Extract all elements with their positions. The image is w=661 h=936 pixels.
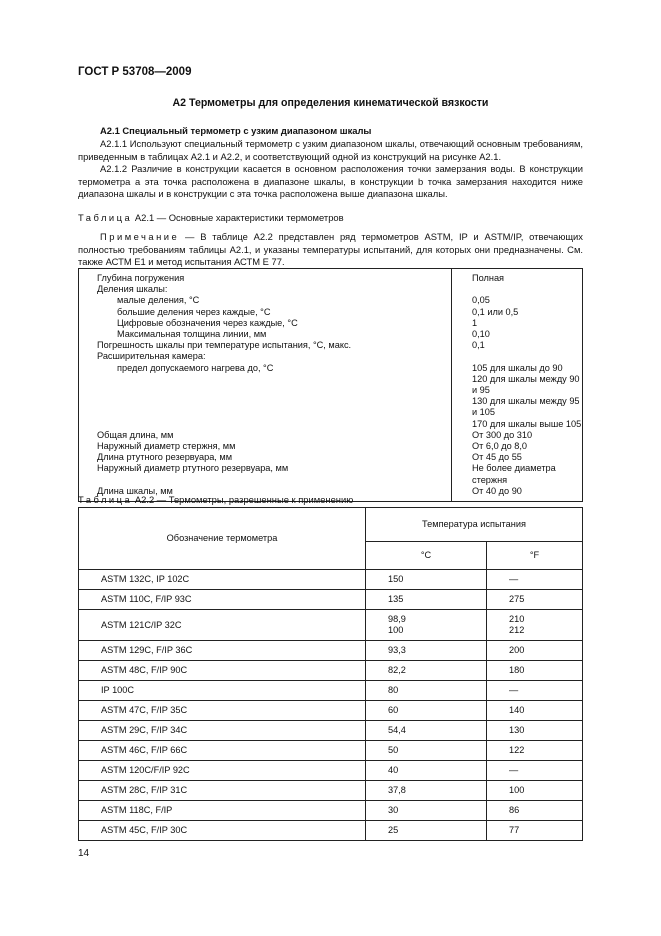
thermometer-name: ASTM 45C, F/IP 30C	[79, 821, 366, 841]
row-value: Не более диаметра стержня	[452, 463, 583, 485]
temp-c: 93,3	[366, 641, 487, 661]
thermometer-name: ASTM 29C, F/IP 34C	[79, 721, 366, 741]
temp-c: 30	[366, 801, 487, 821]
standard-header: ГОСТ Р 53708—2009	[78, 66, 192, 78]
temp-c: 50	[366, 741, 487, 761]
caption-text: А2.1 — Основные характеристики термометров	[132, 212, 344, 223]
table-a2-2	[78, 507, 583, 841]
row-value: 120 для шкалы между 90 и 95	[452, 374, 583, 396]
row-label: Расширительная камера:	[97, 351, 206, 362]
thermometer-name: ASTM 28C, F/IP 31C	[79, 781, 366, 801]
row-value: 170 для шкалы выше 105	[452, 419, 583, 430]
col-header-name: Обозначение термометра	[79, 508, 366, 570]
temp-f: 100	[487, 781, 583, 801]
row-value: Полная	[452, 269, 583, 285]
thermometer-name: ASTM 118C, F/IP	[79, 801, 366, 821]
row-value: От 45 до 55	[452, 452, 583, 463]
thermometer-name: ASTM 46C, F/IP 66C	[79, 741, 366, 761]
row-label: Длина ртутного резервуара, мм	[97, 452, 233, 463]
table-row	[79, 570, 583, 590]
row-value: 1	[452, 318, 583, 329]
annex-title: А2 Термометры для определения кинематической вязкости	[172, 97, 489, 109]
row-label: Длина шкалы, мм	[97, 485, 173, 496]
temp-f: 210 212	[487, 610, 583, 641]
row-value	[452, 351, 583, 362]
table-row	[79, 801, 583, 821]
caption-word: Таблица	[78, 494, 133, 505]
row-value: 130 для шкалы между 95 и 105	[452, 396, 583, 418]
thermometer-name: ASTM 120C/F/IP 92C	[79, 761, 366, 781]
row-value: От 6,0 до 8,0	[452, 441, 583, 452]
table-row	[79, 363, 583, 374]
temp-f: —	[487, 570, 583, 590]
temp-c: 25	[366, 821, 487, 841]
row-label: Глубина погружения	[97, 273, 185, 283]
temp-c: 37,8	[366, 781, 487, 801]
table-row	[79, 463, 583, 485]
temp-c: 40	[366, 761, 487, 781]
note-word: Примечание	[100, 231, 180, 242]
row-label	[79, 374, 452, 396]
paragraph-a212: А2.1.2 Различие в конструкции касается в основном расположения точки замерзания воды. В конструкции термометра a эта точка расположена в диапазоне шкалы, в конструкции b точка замерзания находится ниже диапазона шкалы и в конструкции c эта точка расположена выше диапазона шкалы.	[78, 163, 583, 200]
table-row	[79, 781, 583, 801]
row-value	[452, 284, 583, 295]
row-label: Деления шкалы:	[97, 284, 168, 295]
table-row	[79, 295, 583, 306]
table-row	[79, 307, 583, 318]
temp-c: 60	[366, 701, 487, 721]
row-label: Максимальная толщина линии, мм	[117, 329, 267, 340]
temp-f: 275	[487, 590, 583, 610]
table-row	[79, 419, 583, 430]
col-header-c: °С	[366, 542, 487, 570]
row-label: предел допускаемого нагрева до, °С	[117, 362, 274, 373]
table-row	[79, 741, 583, 761]
table-row	[79, 701, 583, 721]
row-label: Погрешность шкалы при температуре испытания, °С, макс.	[97, 340, 352, 351]
table2-caption	[78, 494, 583, 507]
paragraph-a211: А2.1.1 Используют специальный термометр с узким диапазоном шкалы, отвечающий основным требованиям, приведенным в таблицах А2.1 и А2.2, и соответствующий одной из конструкций на рисунке А2.1.	[78, 138, 583, 162]
thermometer-name: ASTM 132C, IP 102C	[79, 570, 366, 590]
temp-f: 140	[487, 701, 583, 721]
table-row	[79, 284, 583, 295]
table-row	[79, 329, 583, 340]
table-row	[79, 396, 583, 418]
temp-f: 77	[487, 821, 583, 841]
row-label: Наружный диаметр ртутного резервуара, мм	[97, 463, 289, 474]
temp-c: 98,9 100	[366, 610, 487, 641]
thermometer-name: ASTM 110C, F/IP 93C	[79, 590, 366, 610]
table-row	[79, 374, 583, 396]
table-row	[79, 269, 583, 285]
table-a2-1	[78, 268, 583, 502]
table-row	[79, 761, 583, 781]
table-row	[79, 340, 583, 351]
table-row	[79, 661, 583, 681]
table-row	[79, 821, 583, 841]
thermometer-name: ASTM 129C, F/IP 36C	[79, 641, 366, 661]
section-heading: А2.1 Специальный термометр с узким диапазоном шкалы	[100, 125, 372, 136]
row-label: большие деления через каждые, °С	[117, 306, 271, 317]
row-label	[79, 396, 452, 418]
row-label	[79, 419, 452, 430]
thermometer-name: ASTM 47C, F/IP 35C	[79, 701, 366, 721]
caption-text: А2.2 — Термометры, разрешенные к применению	[132, 494, 354, 505]
row-label: Наружный диаметр стержня, мм	[97, 441, 236, 452]
temp-f: —	[487, 681, 583, 701]
thermometer-name: IP 100C	[79, 681, 366, 701]
temp-c: 80	[366, 681, 487, 701]
row-value: 0,05	[452, 295, 583, 306]
temp-f: 130	[487, 721, 583, 741]
row-label: Общая длина, мм	[97, 429, 174, 440]
temp-c: 82,2	[366, 661, 487, 681]
row-value: 0,10	[452, 329, 583, 340]
table-row	[79, 721, 583, 741]
table-row	[79, 452, 583, 463]
row-label: малые деления, °С	[117, 295, 200, 306]
temp-c: 135	[366, 590, 487, 610]
table-row	[79, 641, 583, 661]
table-row	[79, 681, 583, 701]
temp-f: 180	[487, 661, 583, 681]
table-row	[79, 430, 583, 441]
table-row	[79, 351, 583, 362]
row-value: 0,1	[452, 340, 583, 351]
col-header-temp: Температура испытания	[366, 508, 583, 542]
table-row	[79, 441, 583, 452]
row-value: 0,1 или 0,5	[452, 307, 583, 318]
note-text: — В таблице А2.2 представлен ряд термометров ASTM, IP и ASTM/IP, отвечающих полностью требованиям таблицы А2.1, и указаны температуры испытаний, для которых они предназначены. См. также АСТМ Е1 и метод испытания АСТМ Е 77.	[78, 231, 583, 268]
thermometer-name: ASTM 121C/IP 32C	[79, 610, 366, 641]
table-row	[79, 318, 583, 329]
temp-f: 200	[487, 641, 583, 661]
temp-f: —	[487, 761, 583, 781]
temp-f: 86	[487, 801, 583, 821]
table-row	[79, 610, 583, 641]
table1-caption	[78, 212, 583, 225]
row-value: От 40 до 90	[452, 486, 583, 502]
col-header-f: °F	[487, 542, 583, 570]
table-row	[79, 590, 583, 610]
row-label: Цифровые обозначения через каждые, °С	[117, 317, 298, 328]
temp-f: 122	[487, 741, 583, 761]
temp-c: 150	[366, 570, 487, 590]
row-value: От 300 до 310	[452, 430, 583, 441]
temp-c: 54,4	[366, 721, 487, 741]
caption-word: Таблица	[78, 212, 133, 223]
table1-note	[78, 231, 583, 269]
row-value: 105 для шкалы до 90	[452, 363, 583, 374]
thermometer-name: ASTM 48C, F/IP 90C	[79, 661, 366, 681]
page-number: 14	[78, 848, 90, 859]
